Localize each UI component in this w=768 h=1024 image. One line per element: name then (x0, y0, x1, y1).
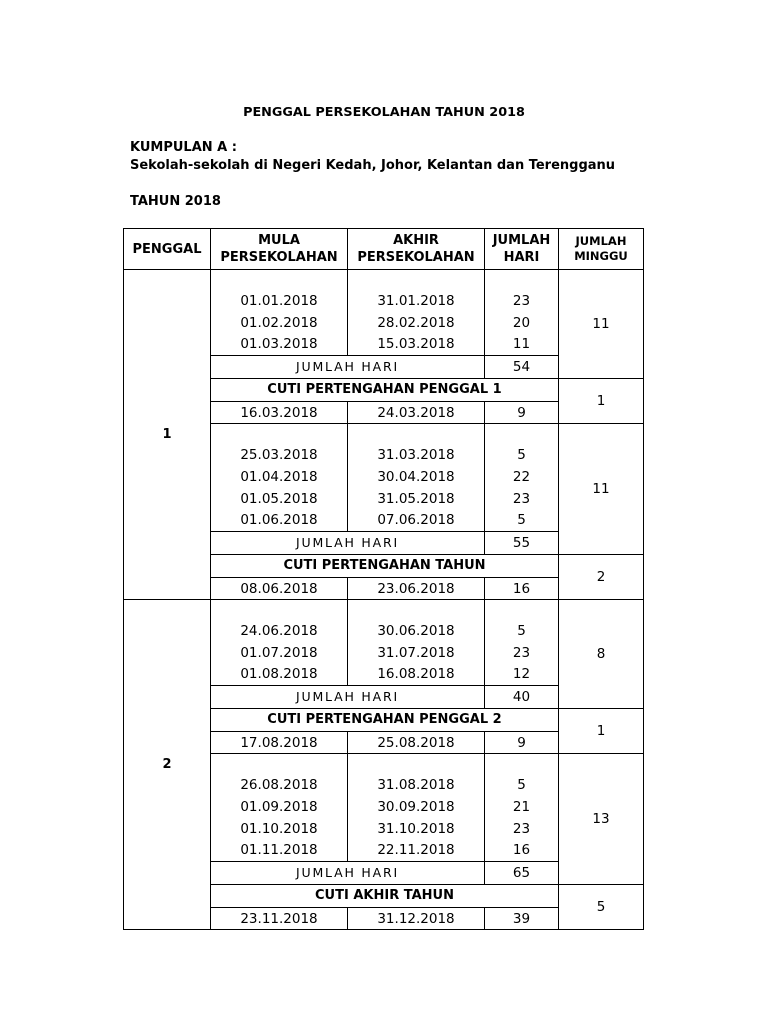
jumlah-hari-label: JUMLAH HARI (211, 356, 485, 379)
akhir-date: 31.10.2018 (348, 818, 485, 840)
blank-cell (485, 270, 559, 290)
header-mula (211, 229, 348, 270)
hari-count: 16 (485, 840, 559, 862)
jumlah-minggu-value: 2 (559, 555, 644, 600)
school-term-table (123, 228, 644, 930)
hari-count: 23 (485, 818, 559, 840)
hari-count: 23 (485, 488, 559, 510)
holiday-mula-date: 08.06.2018 (211, 578, 348, 600)
holiday-hari-count: 39 (485, 908, 559, 930)
penggal-number: 2 (124, 600, 211, 930)
jumlah-hari-total: 55 (485, 532, 559, 555)
header-akhir-line2: PERSEKOLAHAN (357, 250, 475, 265)
group-label: KUMPULAN A : (130, 140, 237, 155)
jumlah-minggu-value: 1 (559, 379, 644, 424)
blank-cell (348, 270, 485, 290)
mula-date: 01.06.2018 (211, 510, 348, 532)
header-minggu-line2: MINGGU (574, 249, 628, 263)
akhir-date: 07.06.2018 (348, 510, 485, 532)
jumlah-hari-label: JUMLAH HARI (211, 686, 485, 709)
akhir-date: 31.07.2018 (348, 642, 485, 664)
holiday-hari-count: 9 (485, 732, 559, 754)
mula-date: 01.11.2018 (211, 840, 348, 862)
holiday-hari-count: 9 (485, 402, 559, 424)
mula-date: 01.09.2018 (211, 796, 348, 818)
mula-date: 01.02.2018 (211, 312, 348, 334)
holiday-mula-date: 17.08.2018 (211, 732, 348, 754)
holiday-mula-date: 23.11.2018 (211, 908, 348, 930)
hari-count: 20 (485, 312, 559, 334)
blank-cell (485, 424, 559, 444)
hari-count: 5 (485, 510, 559, 532)
akhir-date: 31.08.2018 (348, 774, 485, 796)
holiday-akhir-date: 25.08.2018 (348, 732, 485, 754)
akhir-date: 31.03.2018 (348, 444, 485, 466)
jumlah-hari-total: 54 (485, 356, 559, 379)
hari-count: 21 (485, 796, 559, 818)
akhir-date: 30.06.2018 (348, 620, 485, 642)
header-penggal-text: PENGGAL (132, 241, 202, 257)
akhir-date: 15.03.2018 (348, 334, 485, 356)
holiday-mula-date: 16.03.2018 (211, 402, 348, 424)
akhir-date: 30.09.2018 (348, 796, 485, 818)
jumlah-minggu-value: 11 (559, 270, 644, 379)
akhir-date: 31.01.2018 (348, 290, 485, 312)
jumlah-minggu-value: 11 (559, 424, 644, 555)
blank-cell (211, 754, 348, 774)
header-mula-line1: MULA (258, 233, 300, 248)
akhir-date: 22.11.2018 (348, 840, 485, 862)
jumlah-minggu-value: 8 (559, 600, 644, 709)
table-header-row (124, 229, 644, 270)
blank-cell (211, 600, 348, 620)
header-minggu-line1: JUMLAH (575, 234, 627, 248)
year-label: TAHUN 2018 (130, 194, 221, 209)
blank-cell (348, 754, 485, 774)
jumlah-hari-total: 40 (485, 686, 559, 709)
akhir-date: 31.05.2018 (348, 488, 485, 510)
mula-date: 01.01.2018 (211, 290, 348, 312)
hari-count: 11 (485, 334, 559, 356)
jumlah-minggu-value: 1 (559, 709, 644, 754)
hari-count: 5 (485, 620, 559, 642)
holiday-akhir-date: 24.03.2018 (348, 402, 485, 424)
holiday-hari-count: 16 (485, 578, 559, 600)
blank-cell (211, 424, 348, 444)
mula-date: 01.04.2018 (211, 466, 348, 488)
mula-date: 01.05.2018 (211, 488, 348, 510)
blank-cell (485, 754, 559, 774)
blank-cell (485, 600, 559, 620)
blank-cell (211, 270, 348, 290)
holiday-akhir-date: 31.12.2018 (348, 908, 485, 930)
header-hari-line2: HARI (503, 250, 540, 265)
spacer-row (124, 270, 644, 290)
jumlah-hari-label: JUMLAH HARI (211, 862, 485, 885)
holiday-label: CUTI PERTENGAHAN TAHUN (211, 555, 559, 578)
holiday-label: CUTI PERTENGAHAN PENGGAL 2 (211, 709, 559, 732)
holiday-akhir-date: 23.06.2018 (348, 578, 485, 600)
header-penggal (124, 229, 211, 270)
mula-date: 24.06.2018 (211, 620, 348, 642)
jumlah-minggu-value: 13 (559, 754, 644, 885)
hari-count: 5 (485, 774, 559, 796)
header-jumlah-hari (485, 229, 559, 270)
jumlah-hari-total: 65 (485, 862, 559, 885)
blank-cell (348, 600, 485, 620)
header-akhir-line1: AKHIR (393, 233, 439, 248)
holiday-label: CUTI AKHIR TAHUN (211, 885, 559, 908)
header-hari-line1: JUMLAH (492, 233, 551, 248)
akhir-date: 16.08.2018 (348, 664, 485, 686)
hari-count: 23 (485, 642, 559, 664)
group-states: Sekolah-sekolah di Negeri Kedah, Johor, Kelantan dan Terengganu (130, 158, 616, 173)
mula-date: 26.08.2018 (211, 774, 348, 796)
table-body (124, 270, 644, 930)
header-akhir (348, 229, 485, 270)
hari-count: 23 (485, 290, 559, 312)
hari-count: 5 (485, 444, 559, 466)
mula-date: 01.08.2018 (211, 664, 348, 686)
mula-date: 25.03.2018 (211, 444, 348, 466)
blank-cell (348, 424, 485, 444)
mula-date: 01.10.2018 (211, 818, 348, 840)
penggal-number: 1 (124, 270, 211, 600)
hari-count: 12 (485, 664, 559, 686)
akhir-date: 28.02.2018 (348, 312, 485, 334)
jumlah-hari-label: JUMLAH HARI (211, 532, 485, 555)
mula-date: 01.03.2018 (211, 334, 348, 356)
hari-count: 22 (485, 466, 559, 488)
mula-date: 01.07.2018 (211, 642, 348, 664)
document-title: PENGGAL PERSEKOLAHAN TAHUN 2018 (243, 105, 525, 120)
holiday-label: CUTI PERTENGAHAN PENGGAL 1 (211, 379, 559, 402)
akhir-date: 30.04.2018 (348, 466, 485, 488)
jumlah-minggu-value: 5 (559, 885, 644, 930)
header-mula-line2: PERSEKOLAHAN (220, 250, 338, 265)
header-jumlah-minggu (559, 229, 644, 270)
spacer-row (124, 600, 644, 620)
